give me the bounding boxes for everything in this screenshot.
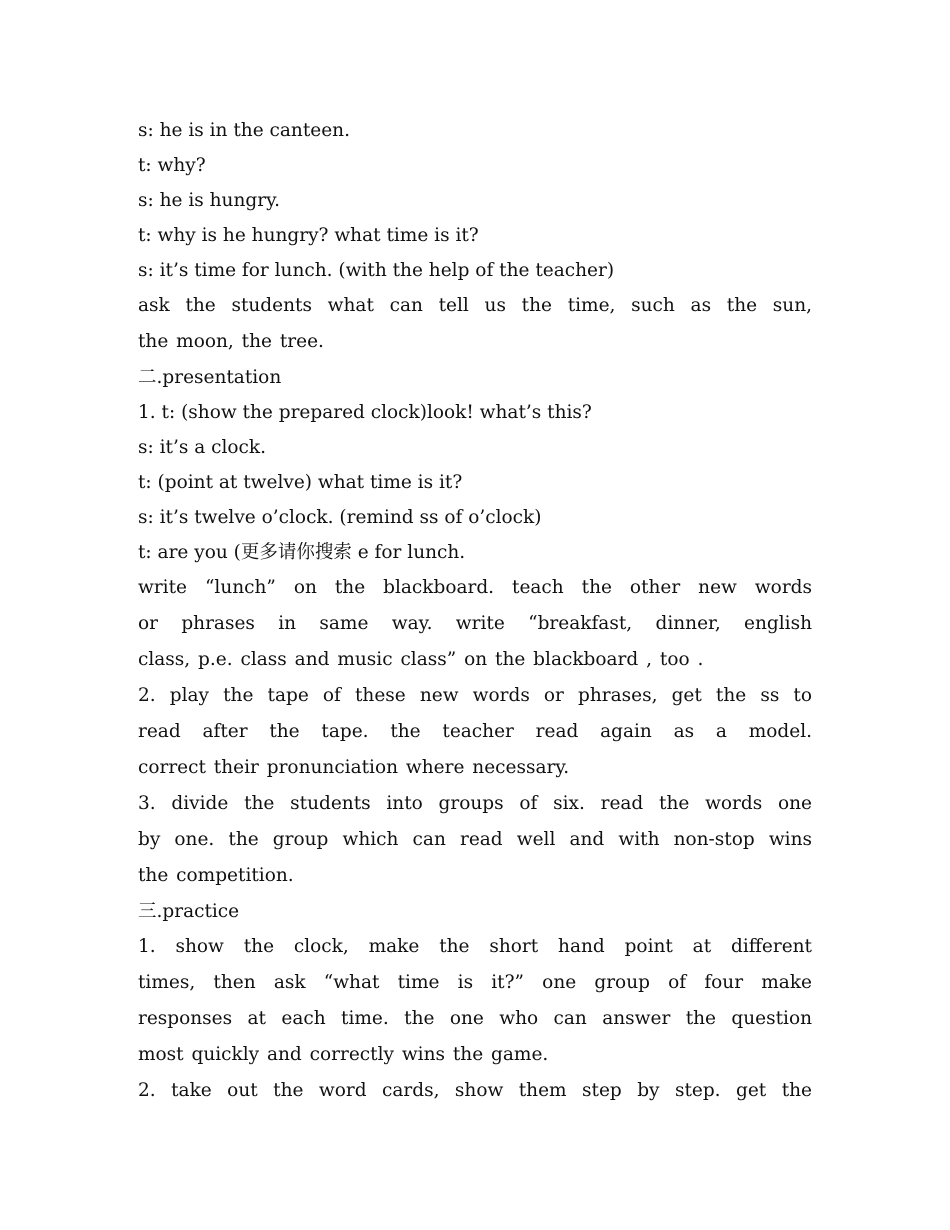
paragraph-line: most quickly and correctly wins the game. xyxy=(138,1044,549,1065)
paragraph-line: the moon, the tree. xyxy=(138,331,324,352)
paragraph-line: the competition. xyxy=(138,865,294,886)
paragraph-show xyxy=(138,929,812,1073)
paragraph-play xyxy=(138,678,812,786)
paragraph-line: by one. the group which can read well and with non-stop wins xyxy=(138,829,812,850)
paragraph-line: 2. play the tape of these new words or phrases, get the ss to xyxy=(138,685,812,706)
paragraph-line: write “lunch” on the blackboard. teach the other new words xyxy=(138,577,812,598)
paragraph-divide xyxy=(138,786,812,894)
paragraph-line: correct their pronunciation where necessary. xyxy=(138,757,570,778)
paragraph-line: times, then ask “what time is it?” one group of four make xyxy=(138,972,812,993)
section-heading-practice: 三.practice xyxy=(138,901,240,922)
dialogue-line: t: are you (更多请你搜索 e for lunch. xyxy=(138,542,466,563)
document-page xyxy=(138,113,812,1109)
dialogue-line: s: he is hungry. xyxy=(138,190,280,211)
paragraph-line: ask the students what can tell us the time, such as the sun, xyxy=(138,295,812,316)
paragraph-line: read after the tape. the teacher read again as a model. xyxy=(138,721,812,742)
paragraph-line: class, p.e. class and music class” on the blackboard , too . xyxy=(138,649,704,670)
paragraph-line: responses at each time. the one who can answer the question xyxy=(138,1008,812,1029)
dialogue-line: 1. t: (show the prepared clock)look! what’s this? xyxy=(138,402,592,423)
section-heading-presentation: 二.presentation xyxy=(138,367,282,388)
dialogue-line: s: it’s twelve o’clock. (remind ss of o’clock) xyxy=(138,507,542,528)
paragraph-line: 2. take out the word cards, show them step by step. get the xyxy=(138,1080,812,1101)
paragraph-line: 1. show the clock, make the short hand point at different xyxy=(138,936,812,957)
paragraph-line: or phrases in same way. write “breakfast, dinner, english xyxy=(138,613,812,634)
paragraph-write xyxy=(138,570,812,678)
dialogue-line: s: he is in the canteen. xyxy=(138,120,350,141)
dialogue-line: s: it’s a clock. xyxy=(138,437,266,458)
paragraph-ask xyxy=(138,288,812,360)
dialogue-line: t: (point at twelve) what time is it? xyxy=(138,472,463,493)
paragraph-take xyxy=(138,1073,812,1109)
paragraph-line: 3. divide the students into groups of six. read the words one xyxy=(138,793,812,814)
dialogue-line: s: it’s time for lunch. (with the help of the teacher) xyxy=(138,260,615,281)
dialogue-line: t: why? xyxy=(138,155,206,176)
dialogue-line: t: why is he hungry? what time is it? xyxy=(138,225,479,246)
